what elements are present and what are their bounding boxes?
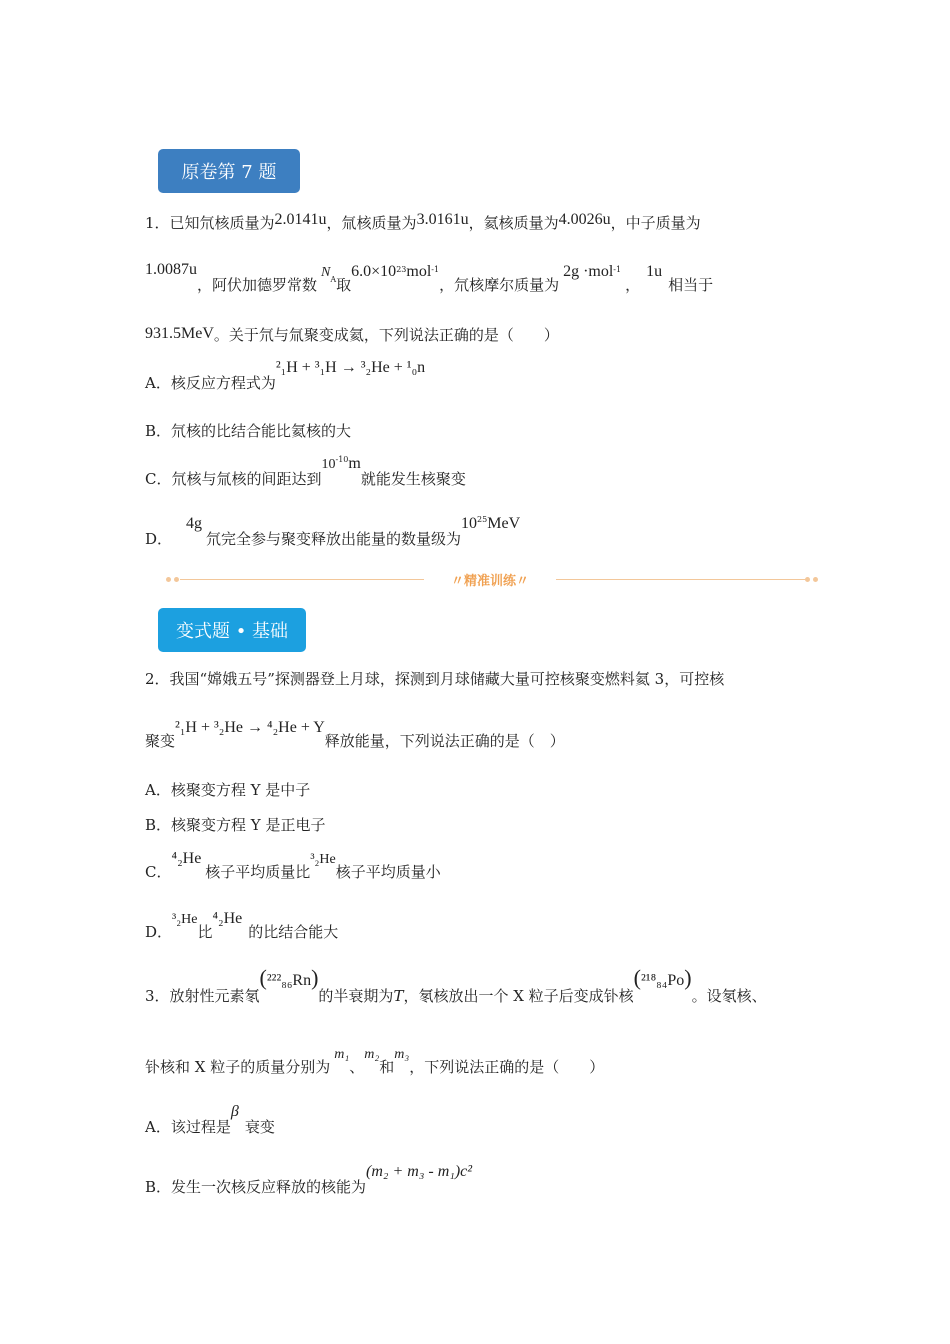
q1-molar-mass-exp: -1 [613,265,622,274]
option-d-label: D． [145,923,173,941]
option-c-label: C． [145,863,172,881]
divider-slash-icon: 〃 [450,574,464,589]
q1-text: ，氚核质量为 [326,214,417,232]
q1-mass-helium: 4.0026u [558,211,611,228]
q2-text: 释放能量，下列说法正确的是（ ） [324,732,565,750]
divider-line-left [180,579,424,580]
q3-text: 。设氡核、 [691,987,767,1005]
q2-option-d[interactable] [145,907,339,941]
q1-option-b[interactable] [145,420,351,441]
q1-option-d[interactable] [145,512,521,548]
q1-distance-exp: -10 [335,455,349,464]
q1-mass-tritium: 3.0161u [416,211,469,228]
q1-text: ， [625,276,641,294]
option-d-text: 氘完全参与聚变释放出能量的数量级为 [206,530,462,548]
q1-energy-unit: MeV [487,515,521,532]
q1-distance-unit: m [348,455,361,472]
q1-avogadro-sub: A [330,275,337,284]
divider-line-right [556,579,806,580]
q3-option-b[interactable] [145,1160,473,1196]
q3-nuclide-rn: ²²²₈₆Rn [266,972,312,989]
divider-dot-left [174,577,179,582]
divider-slash-icon: 〃 [516,574,530,589]
q1-molar-mass: 2g ·mol [563,263,614,280]
q3-beta-symbol: β [230,1103,239,1120]
q1-line1 [145,212,701,233]
q3-line1 [145,965,767,1005]
q1-option-c[interactable] [145,452,466,488]
option-a-label: A．核反应方程式为 [145,374,276,392]
q3-text: 3．放射性元素氡 [145,987,260,1005]
q2-option-c[interactable] [145,847,441,881]
q1-avogadro-exp: 23 [396,265,407,274]
q3-text: 、 [349,1058,365,1076]
q3-text: ，下列说法正确的是（ ） [409,1058,605,1076]
section-tag-original: 原卷第 7 题 [158,149,300,193]
q3-text: ，氡核放出一个 X 粒子后变成钋核 [403,987,634,1005]
q2-reaction-equation: ²₁H + ³₂He → ⁴₂He + Y [175,719,325,736]
q1-deuterium-mass: 4g [186,515,203,532]
option-c-text: 就能发生核聚变 [360,470,466,488]
q1-text: 1．已知氘核质量为 [145,214,275,232]
section-tag-variant: 变式题 • 基础 [158,608,306,652]
q3-text: 和 [379,1058,395,1076]
q3-energy-formula: (m₂ + m₃ - m₁)c² [366,1163,473,1180]
paren-right: ) [684,965,692,990]
q2-nuclide-he3: ³₂He [172,912,198,927]
q1-text: ，中子质量为 [610,214,701,232]
q3-text: 的半衰期为 [318,987,394,1005]
divider-dot-left [166,577,171,582]
paren-right: ) [311,965,319,990]
q3-mass-m3: m₃ [394,1047,410,1062]
option-a-text: A．该过程是 [145,1118,231,1136]
q2-line1: 2．我国“嫦娥五号”探测器登上月球，探测到月球储藏大量可控核聚变燃料氦 3，可控核 [145,670,725,688]
option-d-label: D． [145,530,173,548]
q1-line3 [145,324,559,345]
q1-avogadro-symbol: N [321,265,331,280]
option-c-text: C．氘核与氚核的间距达到 [145,470,322,488]
q1-energy-equivalent: 931.5MeV [145,325,214,342]
q2-nuclide-he4: ⁴₂He [212,910,243,927]
q1-reaction-equation: ²₁H + ³₁H → ³₂He + ¹₀n [275,359,426,376]
q2-nuclide-he4: ⁴₂He [171,850,202,867]
q1-text: ，阿伏加德罗常数 [197,276,318,294]
q3-line2 [145,1042,605,1076]
q1-mass-neutron: 1.0087u [145,261,197,278]
option-b-text: B．发生一次核反应释放的核能为 [145,1178,367,1196]
divider-dot-right [805,577,810,582]
q1-mass-deuterium: 2.0141u [274,211,327,228]
divider-label: 〃精准训练〃 [450,574,530,589]
q1-avogadro-unit-exp: -1 [431,265,440,274]
q1-option-a[interactable] [145,356,426,392]
option-b-text: B．氘核的比结合能比氦核的大 [145,422,352,440]
q1-distance-value: 10 [321,457,336,472]
q1-text: 。关于氘与氚聚变成氦，下列说法正确的是（ ） [213,326,559,344]
q1-energy-exp: 25 [477,515,488,524]
option-d-text: 的比结合能大 [248,923,339,941]
q2-line2 [145,716,565,750]
q2-text: 聚变 [145,732,176,750]
paren-left: ( [259,965,267,990]
option-c-text: 核子平均质量小 [335,863,441,881]
q1-text: ，氘核摩尔质量为 [439,276,560,294]
q1-avogadro-unit: mol [406,263,432,280]
q1-avogadro-value: 6.0×10 [351,263,397,280]
q2-option-b[interactable]: B．核聚变方程 Y 是正电子 [145,816,326,834]
q1-energy-value: 10 [461,515,478,532]
divider-dot-right [813,577,818,582]
q1-text: ，氦核质量为 [468,214,559,232]
option-a-text: 衰变 [244,1118,275,1136]
q3-mass-m1: m₁ [334,1047,350,1062]
q3-mass-m2: m₂ [364,1047,380,1062]
q1-atomic-unit: 1u [646,263,663,280]
q1-text: 取 [336,276,352,294]
paren-left: ( [633,965,641,990]
q2-nuclide-he3: ³₂He [310,852,336,867]
q3-nuclide-po: ²¹⁸₈₄Po [641,972,685,989]
q3-option-a[interactable] [145,1100,275,1136]
option-d-text: 比 [197,923,213,941]
q1-line2 [145,261,714,294]
option-c-text: 核子平均质量比 [205,863,311,881]
q1-text: 相当于 [668,276,714,294]
q2-option-a[interactable]: A．核聚变方程 Y 是中子 [145,781,311,799]
q3-text: 钋核和 X 粒子的质量分别为 [145,1058,331,1076]
q3-half-life-symbol: T [393,987,404,1005]
